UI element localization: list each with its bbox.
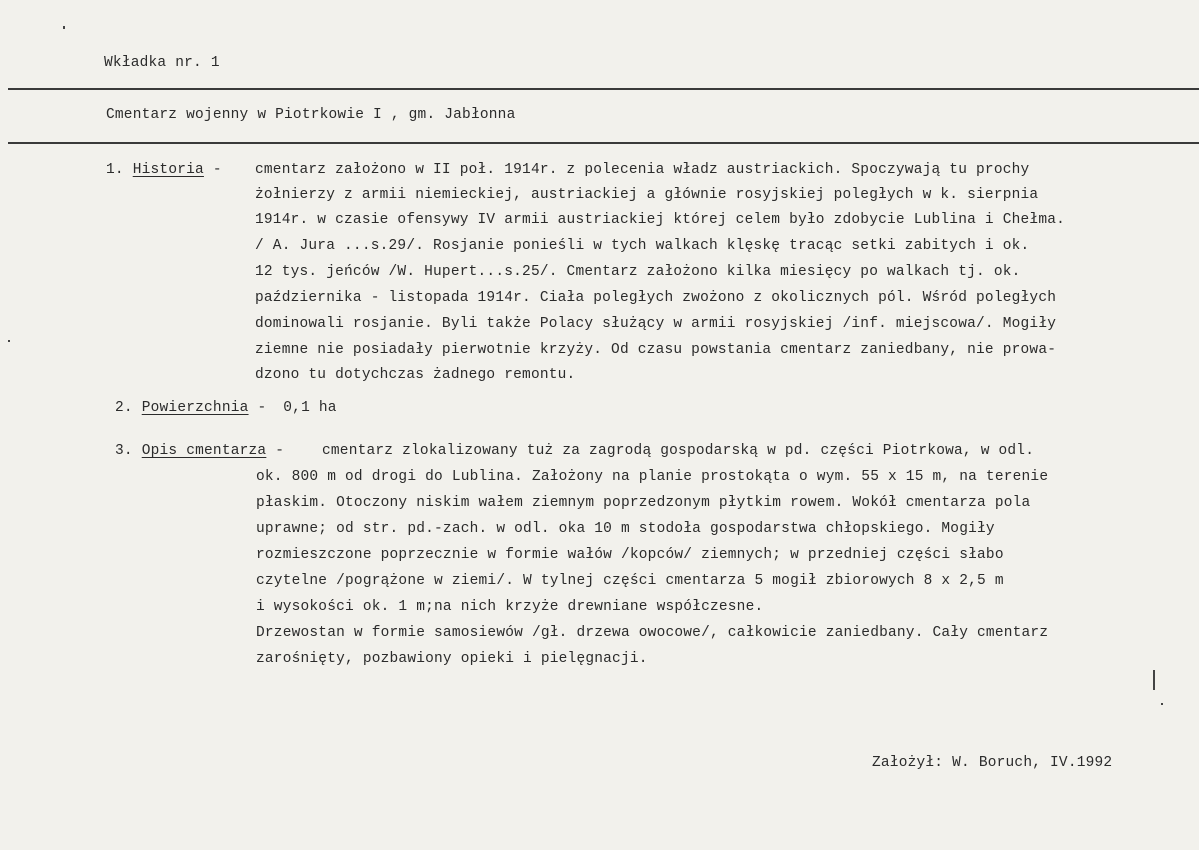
- section-1-line: ziemne nie posiadały pierwotnie krzyży. Od czasu powstania cmentarz zaniedbany, nie prowa-: [255, 342, 1057, 358]
- section-3-line: i wysokości ok. 1 m;na nich krzyże drewniane współczesne.: [256, 599, 764, 615]
- section-2-value: 0,1 ha: [283, 400, 337, 416]
- section-3-line: ok. 800 m od drogi do Lublina. Założony na planie prostokąta o wym. 55 x 15 m, na terenie: [256, 469, 1049, 485]
- section-3-line: rozmieszczone poprzecznie w formie wałów /kopców/ ziemnych; w przedniej części słabo: [256, 547, 1004, 563]
- section-1-line: 12 tys. jeńców /W. Hupert...s.25/. Cmentarz założono kilka miesięcy po walkach tj. ok.: [255, 264, 1021, 280]
- section-3-line: Drzewostan w formie samosiewów /gł. drzewa owocowe/, całkowicie zaniedbany. Cały cmentarz: [256, 625, 1049, 641]
- section-3-line: cmentarz zlokalizowany tuż za zagrodą gospodarską w pd. części Piotrkowa, w odl.: [322, 443, 1035, 459]
- section-3-heading: Opis cmentarza: [141, 443, 267, 459]
- section-1-line: października - listopada 1914r. Ciała poległych zwożono z okolicznych pól. Wśród poległych: [255, 290, 1057, 306]
- section-3-line: zarośnięty, pozbawiony opieki i pielęgnacji.: [256, 651, 648, 667]
- section-1-line: / A. Jura ...s.29/. Rosjanie ponieśli w tych walkach klęskę tracąc setki zabitych i ok.: [255, 238, 1030, 254]
- document-title: Cmentarz wojenny w Piotrkowie I , gm. Jabłonna: [106, 107, 516, 123]
- title-rule: [8, 142, 1199, 144]
- section-3-header: [115, 443, 284, 459]
- section-3-number: 3.: [115, 443, 133, 459]
- scan-dot: [1161, 703, 1163, 705]
- section-3-separator: -: [275, 443, 285, 459]
- section-2-header: [115, 400, 337, 416]
- scan-dot: [8, 340, 10, 342]
- section-1-line: żołnierzy z armii niemieckiej, austriackiej a głównie rosyjskiej poległych w k. sierpnia: [255, 187, 1039, 203]
- section-2-heading: Powierzchnia: [141, 400, 249, 416]
- section-3-line: czytelne /pogrążone w ziemi/. W tylnej części cmentarza 5 mogił zbiorowych 8 x 2,5 m: [256, 573, 1004, 589]
- section-1-line: dominowali rosjanie. Byli także Polacy służący w armii rosyjskiej /inf. miejscowa/. Mogiły: [255, 316, 1057, 332]
- author-signature-line: Założył: W. Boruch, IV.1992: [872, 755, 1113, 771]
- section-3-line: uprawne; od str. pd.-zach. w odl. oka 10 m stodoła gospodarstwa chłopskiego. Mogiły: [256, 521, 995, 537]
- section-1-line: dzono tu dotychczas żadnego remontu.: [255, 367, 576, 383]
- top-rule: [8, 88, 1199, 90]
- section-1-line: 1914r. w czasie ofensywy IV armii austriackiej której celem było zdobycie Lublina i Chełma.: [255, 212, 1066, 228]
- section-1-line: cmentarz założono w II poł. 1914r. z polecenia władz austriackich. Spoczywają tu prochy: [255, 162, 1030, 178]
- insert-label: Wkładka nr. 1: [104, 55, 220, 71]
- section-1-separator: -: [212, 162, 222, 178]
- scan-mark: [1153, 670, 1155, 690]
- section-2-number: 2.: [115, 400, 133, 416]
- section-2-separator: -: [257, 400, 267, 416]
- section-1-number: 1.: [106, 162, 124, 178]
- section-1-heading: Historia: [132, 162, 204, 178]
- section-1-header: [106, 162, 222, 178]
- section-3-line: płaskim. Otoczony niskim wałem ziemnym poprzedzonym płytkim rowem. Wokół cmentarza pola: [256, 495, 1031, 511]
- scan-dot: [63, 26, 65, 29]
